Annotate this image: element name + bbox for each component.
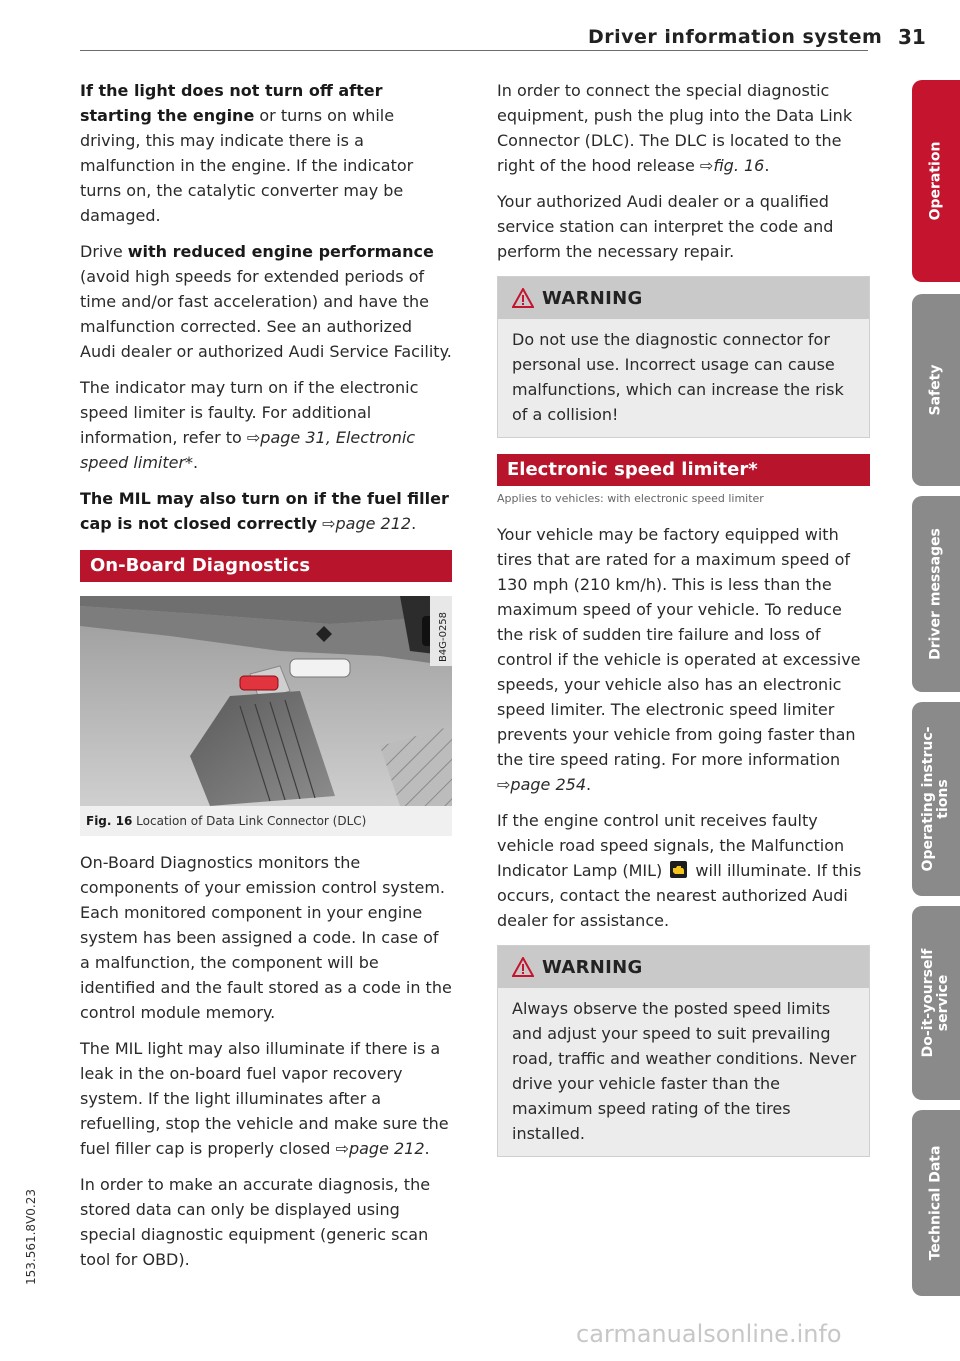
- text: .: [411, 514, 417, 533]
- side-tab-label: Safety: [927, 364, 944, 416]
- paragraph: [80, 486, 452, 536]
- section-heading-obd: On-Board Diagnostics: [80, 550, 452, 582]
- figure-code: B4G-0258: [438, 611, 449, 662]
- bold-text: The MIL may also turn on if the fuel filler cap is not closed correctly: [80, 489, 449, 533]
- side-tab-label: Operating instruc- tions: [920, 726, 951, 872]
- text: (avoid high speeds for extended periods of time and/or fast acceleration) and have the malfunction corrected. See an authorized Audi dealer or authorized Audi Service Facility.: [80, 267, 452, 361]
- text: .: [764, 156, 770, 175]
- document-code: 153.561.8V0.23: [24, 1189, 38, 1285]
- paragraph: [497, 808, 870, 933]
- figure-16: [80, 596, 452, 836]
- paragraph: [80, 78, 452, 228]
- header-rule: [80, 50, 868, 51]
- warning-text: Do not use the diagnostic connector for personal use. Incorrect usage can cause malfunctions, which can increase the risk of a collision!: [498, 319, 869, 437]
- text: .: [424, 1139, 430, 1158]
- warning-title: WARNING: [542, 287, 643, 309]
- side-tab-safety[interactable]: [912, 294, 960, 486]
- warning-header: [498, 946, 869, 988]
- side-tab-label: Driver messages: [927, 528, 944, 660]
- text: .: [193, 453, 199, 472]
- page-number: 31: [898, 25, 926, 49]
- bold-lead: If the light does not turn off after starting the engine: [80, 81, 383, 125]
- side-tab-technical-data[interactable]: [912, 1110, 960, 1296]
- section-heading-speed-limiter: Electronic speed limiter*: [497, 454, 870, 486]
- side-tab-label: Do-it-yourself service: [920, 948, 951, 1058]
- text: Drive: [80, 242, 128, 261]
- paragraph: On-Board Diagnostics monitors the components of your emission control system. Each monitored component in your engine system has been assigned a code. In case of a malfunction, the component will be identified and the fault stored as a code in the control module memory.: [80, 853, 452, 1022]
- text: If the engine control unit receives faulty vehicle road speed signals, the Malfunction Indicator Lamp (MIL): [497, 811, 845, 880]
- paragraph: [497, 78, 870, 178]
- dlc-location-illustration: [80, 596, 452, 806]
- page-reference-link[interactable]: ⇨page 212: [335, 1139, 425, 1158]
- text: .: [586, 775, 592, 794]
- text: Your vehicle may be factory equipped with tires that are rated for a maximum speed of 130 mph (210 km/h). This is less than the maximum speed of your vehicle. To reduce the risk of sudden tire failure and loss of control if the vehicle is operated at excessive speeds, your vehicle also has an electronic speed limiter. The electronic speed limiter prevents your vehicle from going faster than the tire speed rating. For more information: [497, 525, 861, 769]
- text: The indicator may turn on if the electronic speed limiter is faulty. For additional information, refer to: [80, 378, 419, 447]
- page-reference-link[interactable]: ⇨page 212: [317, 514, 412, 533]
- paragraph: [80, 1036, 452, 1161]
- paragraph: In order to make an accurate diagnosis, the stored data can only be displayed using special diagnostic equipment (generic scan tool for OBD).: [80, 1175, 431, 1269]
- figure-caption-text: Location of Data Link Connector (DLC): [136, 814, 367, 828]
- figure-label: Fig. 16: [86, 814, 133, 828]
- side-tab-operating-instructions[interactable]: [912, 702, 960, 896]
- warning-text: Always observe the posted speed limits and adjust your speed to suit prevailing road, traffic and weather conditions. Never drive your vehicle faster than the maximum speed rating of the tires installed.: [498, 988, 869, 1156]
- side-tab-label: Operation: [927, 141, 944, 221]
- running-header: Driver information system: [588, 26, 883, 48]
- applies-to-note: Applies to vehicles: with electronic speed limiter: [497, 492, 764, 505]
- warning-title: WARNING: [542, 956, 643, 978]
- warning-box: [497, 945, 870, 1157]
- side-tab-operation[interactable]: [912, 80, 960, 282]
- left-column: [80, 78, 452, 1283]
- paragraph: [80, 239, 452, 364]
- figure-caption: [80, 806, 452, 836]
- side-tab-driver-messages[interactable]: [912, 496, 960, 692]
- paragraph: Your authorized Audi dealer or a qualified service station can interpret the code and perform the necessary repair.: [497, 192, 834, 261]
- side-tab-do-it-yourself-service[interactable]: [912, 906, 960, 1100]
- side-tab-label: Technical Data: [927, 1145, 944, 1261]
- page-reference-link[interactable]: ⇨page 254: [497, 775, 586, 794]
- text: The MIL light may also illuminate if there is a leak in the on-board fuel vapor recovery system. If the light illuminates after a refuelling, stop the vehicle and make sure the fuel filler cap is properly closed: [80, 1039, 449, 1158]
- paragraph: [497, 522, 870, 797]
- right-column: [497, 78, 870, 1173]
- warning-triangle-icon: [512, 288, 534, 308]
- text: In order to connect the special diagnostic equipment, push the plug into the Data Link Connector (DLC). The DLC is located to the right of the hood release: [497, 81, 853, 175]
- warning-box: [497, 276, 870, 438]
- page-reference-link[interactable]: ⇨page 31, Electronic speed limiter*: [80, 428, 416, 472]
- figure-reference-link[interactable]: ⇨fig. 16: [699, 156, 765, 175]
- paragraph: [80, 375, 452, 475]
- warning-header: [498, 277, 869, 319]
- bold-text: with reduced engine performance: [127, 242, 434, 261]
- text: will illuminate. If this occurs, contact the nearest authorized Audi dealer for assistance.: [497, 861, 862, 930]
- text: or turns on while driving, this may indicate there is a malfunction in the engine. If the indicator turns on, the catalytic converter may be damaged.: [80, 106, 414, 225]
- mil-engine-icon: [670, 861, 687, 878]
- warning-triangle-icon: [512, 957, 534, 977]
- watermark: carmanualsonline.info: [576, 1320, 842, 1348]
